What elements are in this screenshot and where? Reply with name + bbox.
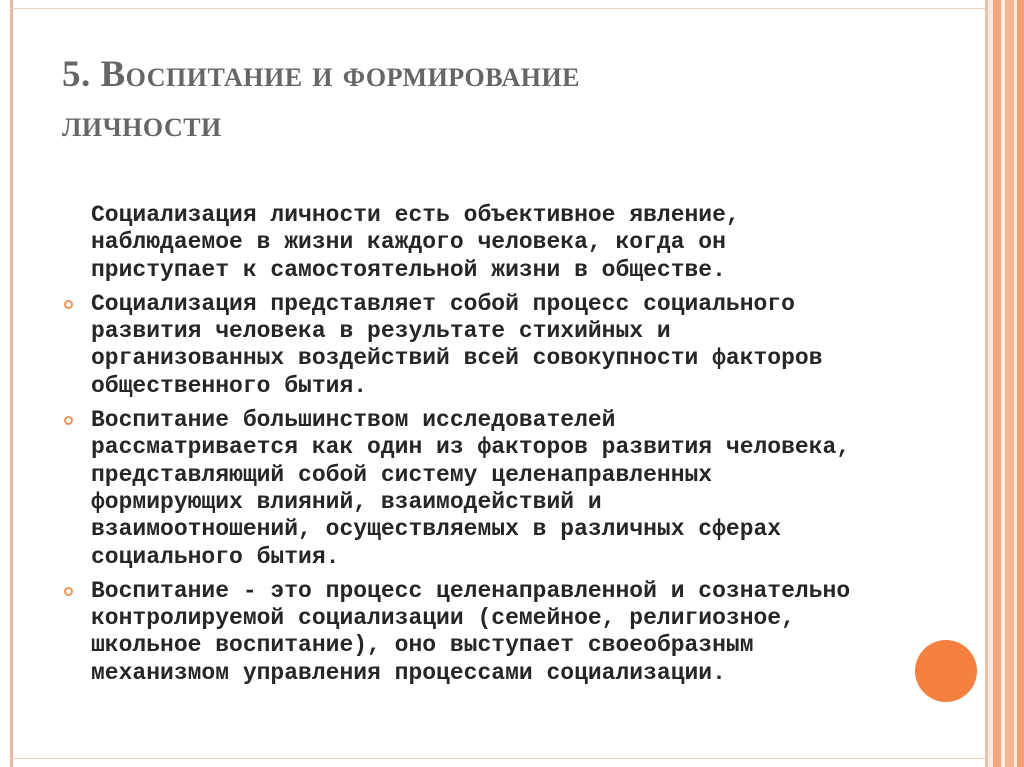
- bullet-line: Социализация представляет собой процесс социального: [91, 290, 795, 317]
- frame-left-line: [10, 0, 13, 767]
- bullet-line: организованных воздействий всей совокупности факторов: [91, 345, 823, 372]
- slide-title-line-1: 5. Воспитание и формирование: [62, 54, 581, 95]
- decorative-stripes: [985, 0, 1024, 767]
- bullet-line: формирующих влияний, взаимодействий и: [91, 488, 602, 515]
- bullet-item: [62, 578, 977, 687]
- bullet-line: представляющий собой систему целенаправленных: [91, 461, 713, 488]
- bullet-circle-icon: [64, 300, 73, 309]
- bullet-line: развития человека в результате стихийных и: [91, 318, 671, 345]
- intro-paragraph: [62, 202, 977, 284]
- bullet-circle-icon: [64, 416, 73, 425]
- slide-title-line-2: личности: [62, 104, 222, 145]
- bullet-line: механизмом управления процессами социализации.: [91, 659, 726, 686]
- bullet-line: взаимоотношений, осуществляемых в различных сферах: [91, 516, 782, 543]
- bullet-circle-icon: [64, 587, 73, 596]
- bullet-item: [62, 291, 977, 400]
- slide-body: [62, 202, 977, 694]
- bullet-line: общественного бытия.: [91, 372, 368, 399]
- orange-circle-decoration: [915, 640, 977, 702]
- bullet-line: Воспитание - это процесс целенаправленной и сознательно: [91, 577, 851, 604]
- bullet-line: социального бытия.: [91, 543, 340, 570]
- frame-top-line: [10, 8, 985, 9]
- intro-line: наблюдаемое в жизни каждого человека, когда он: [91, 229, 726, 256]
- frame-bottom-line: [10, 758, 985, 759]
- bullet-line: школьное воспитание), оно выступает своеобразным: [91, 632, 754, 659]
- bullet-line: Воспитание большинством исследователей: [91, 407, 616, 434]
- slide-title: [62, 50, 962, 150]
- intro-line: Социализация личности есть объективное явление,: [91, 202, 740, 228]
- bullet-line: контролируемой социализации (семейное, религиозное,: [91, 605, 795, 632]
- bullet-item: [62, 407, 977, 571]
- bullet-line: рассматривается как один из факторов развития человека,: [91, 434, 851, 461]
- intro-line: приступает к самостоятельной жизни в обществе.: [91, 256, 726, 283]
